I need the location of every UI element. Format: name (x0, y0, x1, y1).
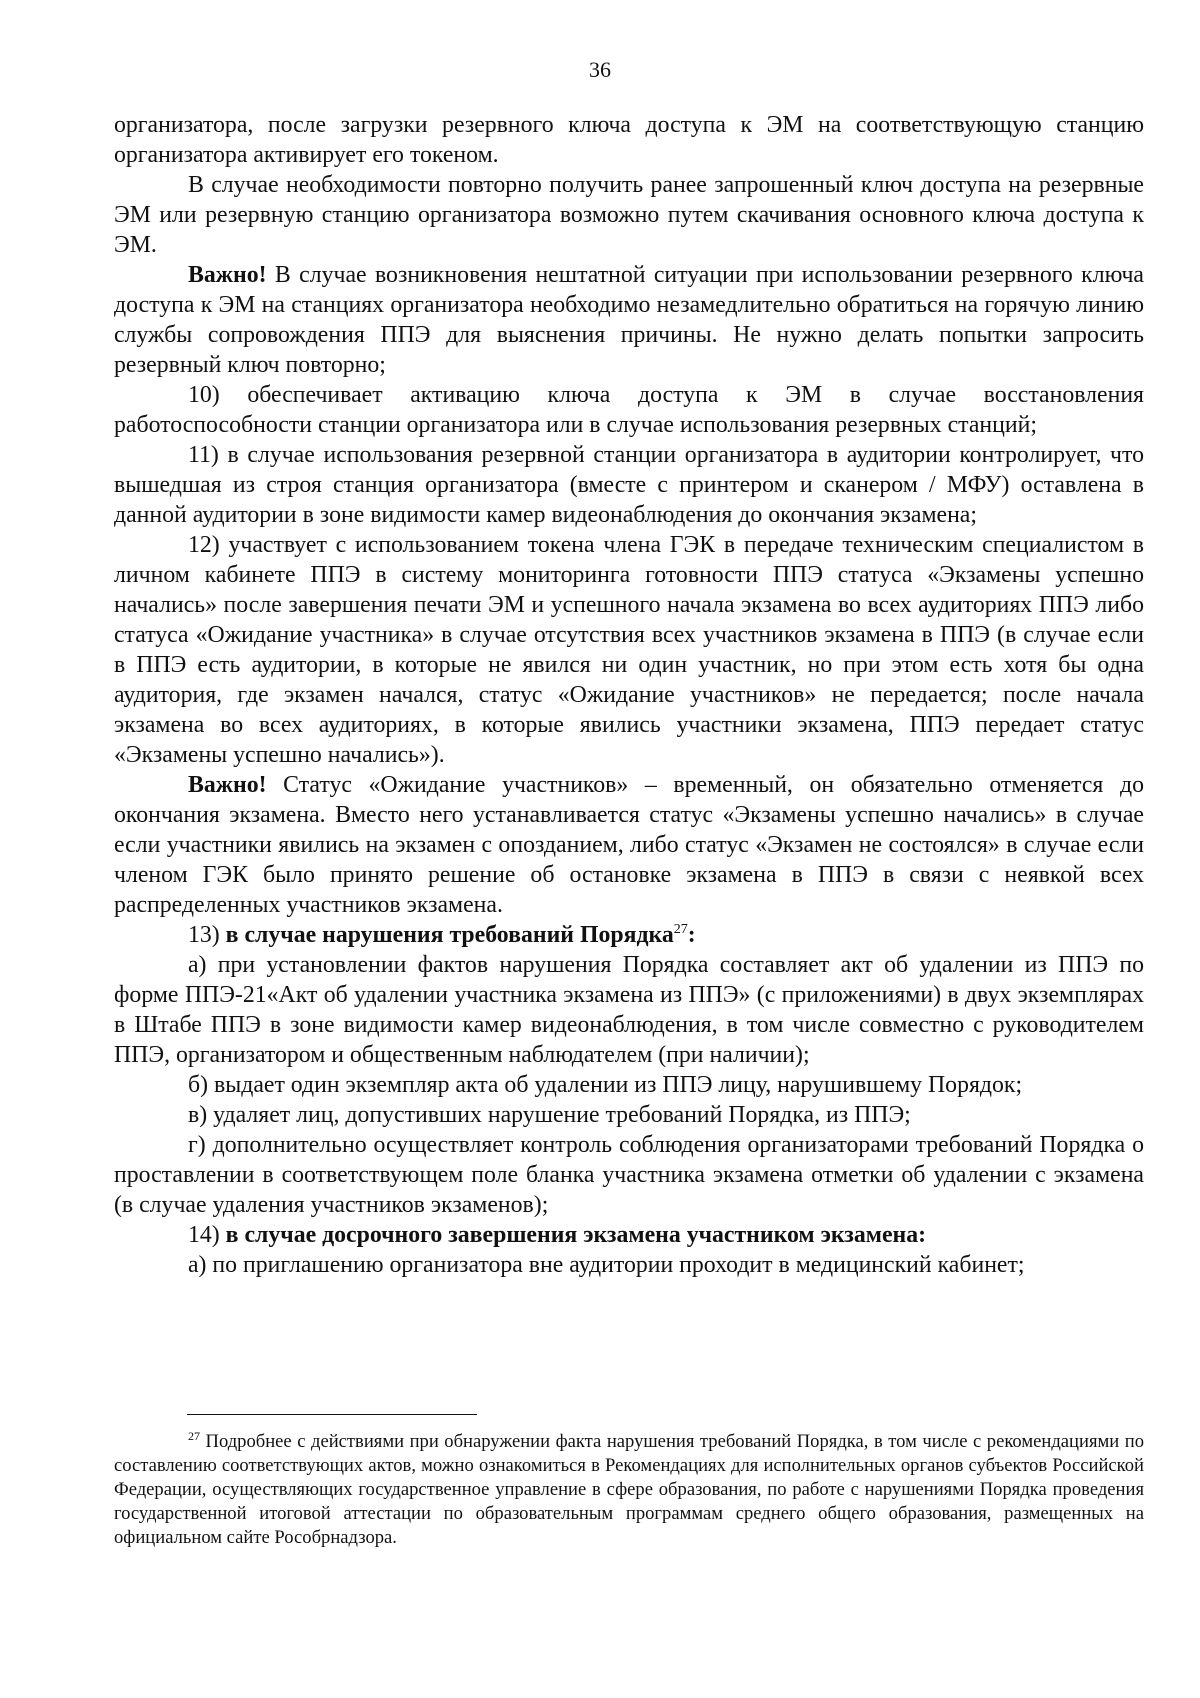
footnote-number: 27 (188, 1429, 200, 1443)
footnote-reference[interactable]: 27 (673, 922, 688, 937)
paragraph (114, 170, 1144, 260)
footnote-divider (187, 1414, 477, 1415)
paragraph (114, 110, 1144, 170)
paragraph-text: в) удаляет лиц, допустивших нарушение требований Порядка, из ППЭ; (188, 1102, 911, 1128)
footnote-text: Подробнее с действиями при обнаружении факта нарушения требований Порядка, в том числе с рекомендациями по составлению соответствующих актов, можно ознакомиться в Рекомендациях для исполнительных органов субъектов Российской Федерации, осуществляющих государственное управление в сфере образования, по работе с нарушениями Порядка проведения государственной итоговой аттестации по образовательным программам среднего общего образования, размещенных на официальном сайте Рособрнадзора. (114, 1431, 1144, 1548)
paragraph-text: а) по приглашению организатора вне аудитории проходит в медицинский кабинет; (188, 1252, 1025, 1278)
paragraph-text: 11) в случае использования резервной станции организатора в аудитории контролирует, что вышедшая из строя станция организатора (вместе с принтером и сканером / МФУ) оставлена в данной аудитории в зоне видимости камер видеонаблюдения до окончания экзамена; (114, 442, 1144, 528)
page-number: 36 (589, 57, 611, 82)
body-text (114, 110, 1144, 1280)
footnote (114, 1430, 1144, 1550)
paragraph-text: 12) участвует с использованием токена члена ГЭК в передаче техническим специалистом в личном кабинете ППЭ в систему мониторинга готовности ППЭ статуса «Экзамены успешно начались» после завершения печати ЭМ и успешного начала экзамена во всех аудиториях ППЭ либо статуса «Ожидание участника» в случае отсутствия всех участников экзамена в ППЭ (в случае если в ППЭ есть аудитории, в которые не явился ни один участник, но при этом есть хотя бы одна аудитория, где экзамен начался, статус «Ожидание участников» не передается; после начала экзамена во всех аудиториях, в которые явились участники экзамена, ППЭ передает статус «Экзамены успешно начались»). (114, 532, 1144, 768)
list-item-12 (114, 530, 1144, 770)
paragraph-text: В случае возникновения нештатной ситуации при использовании резервного ключа доступа к ЭМ на станциях организатора необходимо незамедлительно обратиться на горячую линию службы сопровождения ППЭ для выяснения причины. Не нужно делать попытки запросить резервный ключ повторно; (114, 262, 1144, 378)
sub-item-g (114, 1130, 1144, 1220)
sub-item-b (114, 1070, 1144, 1100)
list-item-13 (114, 920, 1144, 950)
list-item-14 (114, 1220, 1144, 1250)
section-heading: в случае нарушения требований Порядка (225, 922, 674, 948)
paragraph-text: а) при установлении фактов нарушения Порядка составляет акт об удалении из ППЭ по форме ППЭ-21«Акт об удалении участника экзамена из ППЭ» (с приложениями) в двух экземплярах в Штабе ППЭ в зоне видимости камер видеонаблюдения, в том числе совместно с руководителем ППЭ, организатором и общественным наблюдателем (при наличии); (114, 952, 1144, 1068)
sub-item-a (114, 950, 1144, 1070)
list-number: 14) (188, 1222, 226, 1248)
important-note (114, 770, 1144, 920)
important-label: Важно! (188, 772, 267, 798)
paragraph-text: 10) обеспечивает активацию ключа доступа к ЭМ в случае восстановления работоспособности станции организатора или в случае использования резервных станций; (114, 382, 1144, 438)
list-item-10 (114, 380, 1144, 440)
heading-colon: : (687, 922, 696, 948)
paragraph-text: б) выдает один экземпляр акта об удалении из ППЭ лицу, нарушившему Порядок; (188, 1072, 1023, 1098)
sub-item-v (114, 1100, 1144, 1130)
sub-item-a (114, 1250, 1144, 1280)
list-item-11 (114, 440, 1144, 530)
list-number: 13) (188, 922, 226, 948)
important-note (114, 260, 1144, 380)
paragraph-text: организатора, после загрузки резервного ключа доступа к ЭМ на соответствующую станцию организатора активирует его токеном. (114, 112, 1144, 168)
paragraph-text: г) дополнительно осуществляет контроль соблюдения организаторами требований Порядка о проставлении в соответствующем поле бланка участника экзамена отметки об удалении с экзамена (в случае удаления участников экзаменов); (114, 1132, 1144, 1218)
section-heading: в случае досрочного завершения экзамена участником экзамена: (225, 1222, 927, 1248)
paragraph-text: Статус «Ожидание участников» – временный, он обязательно отменяется до окончания экзамена. Вместо него устанавливается статус «Экзамены успешно начались» в случае если участники явились на экзамен с опозданием, либо статус «Экзамен не состоялся» в случае если членом ГЭК было принято решение об остановке экзамена в ППЭ в связи с неявкой всех распределенных участников экзамена. (114, 772, 1144, 918)
important-label: Важно! (188, 262, 267, 288)
paragraph-text: В случае необходимости повторно получить ранее запрошенный ключ доступа на резервные ЭМ или резервную станцию организатора возможно путем скачивания основного ключа доступа к ЭМ. (114, 172, 1144, 258)
